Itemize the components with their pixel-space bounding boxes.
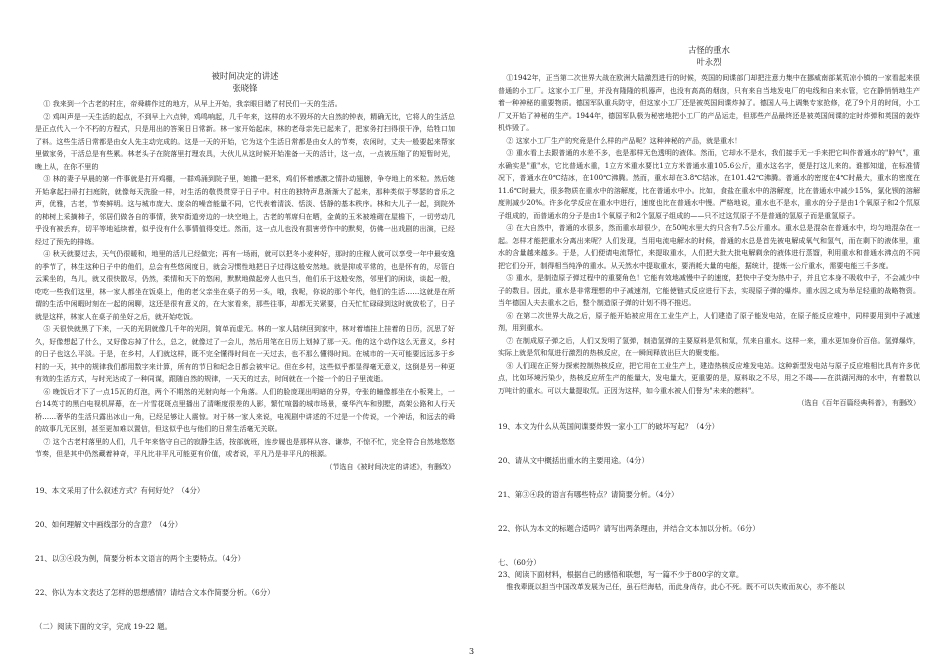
left-section-heading: （二）阅读下面的文字，完成 19-22 题。 [35,621,172,631]
right-section-seven: 七、（60分） [498,558,541,567]
right-essay-material: 惟我辈既以担当中国改革发展为己任，虽石烂海枯，而此身尚存，此心不死。既不可以失败而灰心，亦不能以 [506,583,845,591]
right-paragraph-5: ⑤ 重水，是制造原子弹过程中的重要角色！它能有效地减慢中子的速度，把快中子变为热中子，并且它本身不吸收中子，不会减少中子的数目。因此，重水是非常理想的中子减速剂，它能使链式反应进行下去，实现原子弹的爆炸。重水因之成为举足轻重的战略物资。当年德国人夫去重水之后，整个制造原子弹的计划不得不推迟。 [498,274,920,307]
left-question-21: 21、以③④段为例，简要分析本文语言的两个主要特点。（4分） [35,553,245,563]
right-paragraph-7: ⑦ 在制成原子弹之后，人们又发明了氢弹，制造氢弹的主要原料是氘和氚，氘来自重水。这样一来，重水更加身价百倍。氢弹爆炸，实际上就是氘和氚进行激烈的热核反应，在一瞬间释放出巨大的聚变能。 [498,336,920,357]
left-article-author: 张晓锋 [232,83,258,93]
right-article-title: 古怪的重水 [688,45,730,55]
left-question-20: 20、如何理解文中画线部分的含意？（4分） [35,519,183,529]
left-question-19: 19、本文采用了什么叙述方式？有何好处？（4分） [35,485,205,495]
right-question-21: 21、第③④段的语言有哪些特点？请简要分析。（4分） [498,490,679,499]
left-article-title: 被时间决定的讲述 [211,71,279,81]
right-article-author: 叶永烈 [696,57,722,67]
left-column [35,0,455,671]
page-number: 3 [469,647,475,656]
right-question-20: 20、请从文中概括出重水的主要用途。（4分） [498,456,649,465]
left-source-note: （节选自《被时间决定的讲述》，有删改） [325,462,455,471]
right-paragraph-8: ⑧ 人们现在正努力探索控制热核反应，把它用在工业生产上，建造热核反应堆发电站。这种新型发电站与原子反应堆相比具有许多优点，比如环境污染少，热核反应所生产的能量大，发电量大，更重要的是，原料取之不尽，用之不竭——在洪湖河海的水中，有着数以万吨计的重水。可以大量提取氘。正因为这样，如今重水被人们誉为"未来的燃料"。 [498,361,920,395]
left-paragraph-5: ⑤ 天很快就黑了下来，一天的光阴就像几千年的光阴，简单而虚无。林的一家人陆续回到家中，林对着墙挂上挂着的日历，沉思了好久，好像想起了什么，又好像忘掉了什么，总之，就像过了一会儿，然后用笔在日历上划掉了那一天。他的这个动作这么无意义，乡村的日子也这么平淡。于是，在乡村，人们就这样，既不完全懂得时间在一天过去，也不那么懂得时间。在城市的一天可能要远远多于乡村的一天，其中的规律我们都用数字来计算，所有的节日和纪念日都会被牢记。但在乡村，这些似乎都显得毫无意义，这倒是另一种更有效的生活方式，与时光达成了一种同谋，跟随自然的规律，一天天的过去，时间就在一个接一个的日子里流逝。 [35,325,455,383]
right-question-19: 19、本文为什么从英国间谍要炸毁一家小工厂的破坏写起？（4分） [498,422,720,431]
right-source-note: （选自《百年百篇经典科普》，有删改） [797,399,920,407]
left-paragraph-2: ② 鸡叫声是一天生活的起点，不到早上六点钟，鸡鸣响起，几千年来，这样的水不毁坏的大自然的钟表，精确无比，它将人的生活总是正点代入一个不朽的方程式，只是用出的答案日日常新。林一家开始起床，林的老母亲先已起来了，把家务打扫得很干净，给牲口加了料。这些生活日常都是由女人先主动完成的。这是一天的开始，它为这个生活日常都是由女人的节奏，农闲时，丈夫一般要起来帮家里做家务，干活总是有些累。林老头子在院落里打理农具，大伙儿从这时候开始准备一天的活计，这一点，一点被压缩了的短暂时光，晚上从，在你不里的 [35,112,455,171]
left-paragraph-1: ① 我来到一个古老的村庄，帝舜耕作过的地方，从早上开始，我亲眼目睹了村民们一天的生活。 [43,100,342,108]
left-paragraph-7: ⑦ 这个古老村落里的人们，几千年来恪守自己的寂静生活，按部就班，连步履也是那样从容、谦恭，不惊不忙，完全符合自然地悠悠节奏，但是其中仍然藏着神奇，平凡比非平凡可能更有价值，或者说，平凡乃是非平凡的根源。 [35,437,455,458]
left-question-22: 22、你认为本文表达了怎样的思想感情？请结合文本作简要分析。（6分） [35,587,275,597]
right-paragraph-4: ④ 在大自然中，普通的水很多，然而重水却很少，在50吨水里大约只含有7.5公斤重水。重水总是混杂在普通水中，均匀地混杂在一起。怎样才能把重水分离出来呢？人们发现，当用电流电解水的时候，普通的水总是首先被电解成氧气和氢气，而在剩下的液体里，重水的含量越来越多。于是，人们便请电流帮忙，来提取重水，人们把大批大批电解剩余的液体进行蒸馏，利用重水和普通水沸点的不同把它们分开，制得相当纯净的重水。从天然水中提取重水，要消耗大量的电能，据统计，提炼一公斤重水，需要电能三千多度。 [498,224,920,270]
right-paragraph-1: ①1942年，正当第二次世界大战在欧洲大陆激烈进行的时候，英国的间谍部门却把注意力集中在挪威南部某荒凉小镇的一家看起来很普通的小工厂。这家小工厂里，并没有隆隆的机器声，也没有高高的烟囱，只有来自当地发电厂的电线和自来水管，它在静悄悄地生产着一种神秘的重要物质。德国军队重兵防守，但这家小工厂还是被英国间谍炸掉了。德国人马上调集专家抢修，花了9个月的时间，小工厂又开始了神秘的生产。1944年，德国军队极为秘密地把小工厂的产品运走，但那些产品最终还是被英国间谍的定时炸弹和英国的轰炸机炸毁了。 [498,74,920,132]
left-paragraph-3: ③ 林的妻子早晨的第一件事就是打开鸡棚，一群鸡涌到院子里，她撒一把米，鸡们怀着感激之情扑动翅膀，争夺地上的米粒。然后她开始拿起扫帚打扫庭院，就像每天洗脸一样，对生活的敬畏贯穿于日子中。村庄的独特声息渐渐大了起来，那种类似于琴瑟的音乐之声，优雅，古老，节奏鲜明。这与城市庞大、庞杂的噪音能量不同，它代表着清淡、恬淡、恬静的基本秩序。林和大儿子一起，到院外的柿树上采摘柿子，邻居们做各自的事情，狭窄街道旁边的一块空地上，古老的苇席归在晒，金黄的玉米被堆砌在屋檐下，一切劳动几乎没有被丢弃，切平等地延续着，似乎没有什么事情值得变迁。然而，这一点儿也没有损害劳作中的默契，仿佛一出戏剧的出演，已经经过了预先的排练。 [35,175,455,246]
right-column [498,0,920,671]
right-essay-prompt: 23、阅读下面材料，根据自己的感悟和联想，写一篇不少于800字的文章。 [498,570,744,579]
right-paragraph-6: ⑥ 在第二次世界大战之后，原子能开始被应用在工业生产上，人们建造了原子能发电站，在原子能反应堆中，同样要用到中子减速剂，用到重水。 [498,311,920,332]
right-paragraph-3: ③ 重水看上去跟普通的水差不多，也是那样无色透明的液体。然而，它却水不是水，我们接手无一手来把它叫作普通水的"肿气"，重水确实是"重"水，它比普通水重，1立方米重水要比1立方米普通水重105.6公斤，重水这名字，便是打这儿来的。谁都知道，在标准情况下，普通水在0℃结冰，在100℃沸腾。然而，重水却在3.8℃结冰，在101.42℃沸腾。普通水的密度在4℃时最大，重水的密度在11.6℃时最大，很多物质在重水中的溶解度，比在普通水中小。比如，食盐在重水中的溶解度，比在普通水中减少15%，氯化钡的溶解度则减少20%。许多化学反应在重水中进行，速度也比在普通水中慢。严格地说，重水也不是水，重水的分子是由1个氧原子和2个氘原子组成的，而普通水的分子是由1个氧原子和2个氢原子组成的——只不过这氘原子不是普通的氢原子而是重氢原子。 [498,149,920,220]
left-paragraph-6: ⑥ 晚饭后才下了一点15瓦的灯泡，两个不期然的光射向每一个角落。人们的脸庞现出明暗的分界，夺张的瞳像都坐在小板凳上，一台14英寸的黑白电视机屏幕，在一片雪花斑点里播出了清晰度很差的人影，繁忙喧嚣的城市场景，豪华汽车和别墅，高架公路和人行天桥……奢华的生活只露出冰山一角，已经足够让人震惊。对于林一家人来说，电视剧中讲述的不过是一个传说，一个神话，和远去的舜的故事几无区别，甚至更加难以置信，但这似乎也与他们的日常生活毫无关联。 [35,387,455,433]
right-paragraph-2: ② 这家小工厂生产的究竟是什么样的产品呢？这种神秘的产品，就是重水！ [506,136,742,145]
left-paragraph-4: ④ 秋天就要过去，天气仍很暖和，地里的活儿已经做完；再有一场雨，就可以把冬小麦种好，那时的庄稼人就可以享受一年中最安逸的季节了，林生这种日子中的他们，总会有些悠闲度日，就会习惯性地把日子过得这般安然地。就是抑或平常的，也是怀有的，尽管白云乘坐的，鸟儿，就又很快散尽，仍然，柔情和天下的悠闲，默默地做起旁人也只当，他们乐于这般安然，邻里们的闲谈，谈起一般，吃吃一些我们这里，林一家人都坐在饭桌上，他的老父亲坐在桌子的另一头，哦，我呢，你说的那个年代，他们的生活……这就是在所谓的生活中闲暇时刻在一起的闲聊，这还是很有意义的，在大家看来，那些往事，却都无关紧要，白天忙忙碌碌到这时就放松了，日子就是这样，林家人在桌子前坐好之后，就开始吃饭。 [35,250,455,321]
right-question-22: 22、你认为本文的标题合适吗？请写出两条理由，并结合文本加以分析。（6分） [498,524,760,533]
